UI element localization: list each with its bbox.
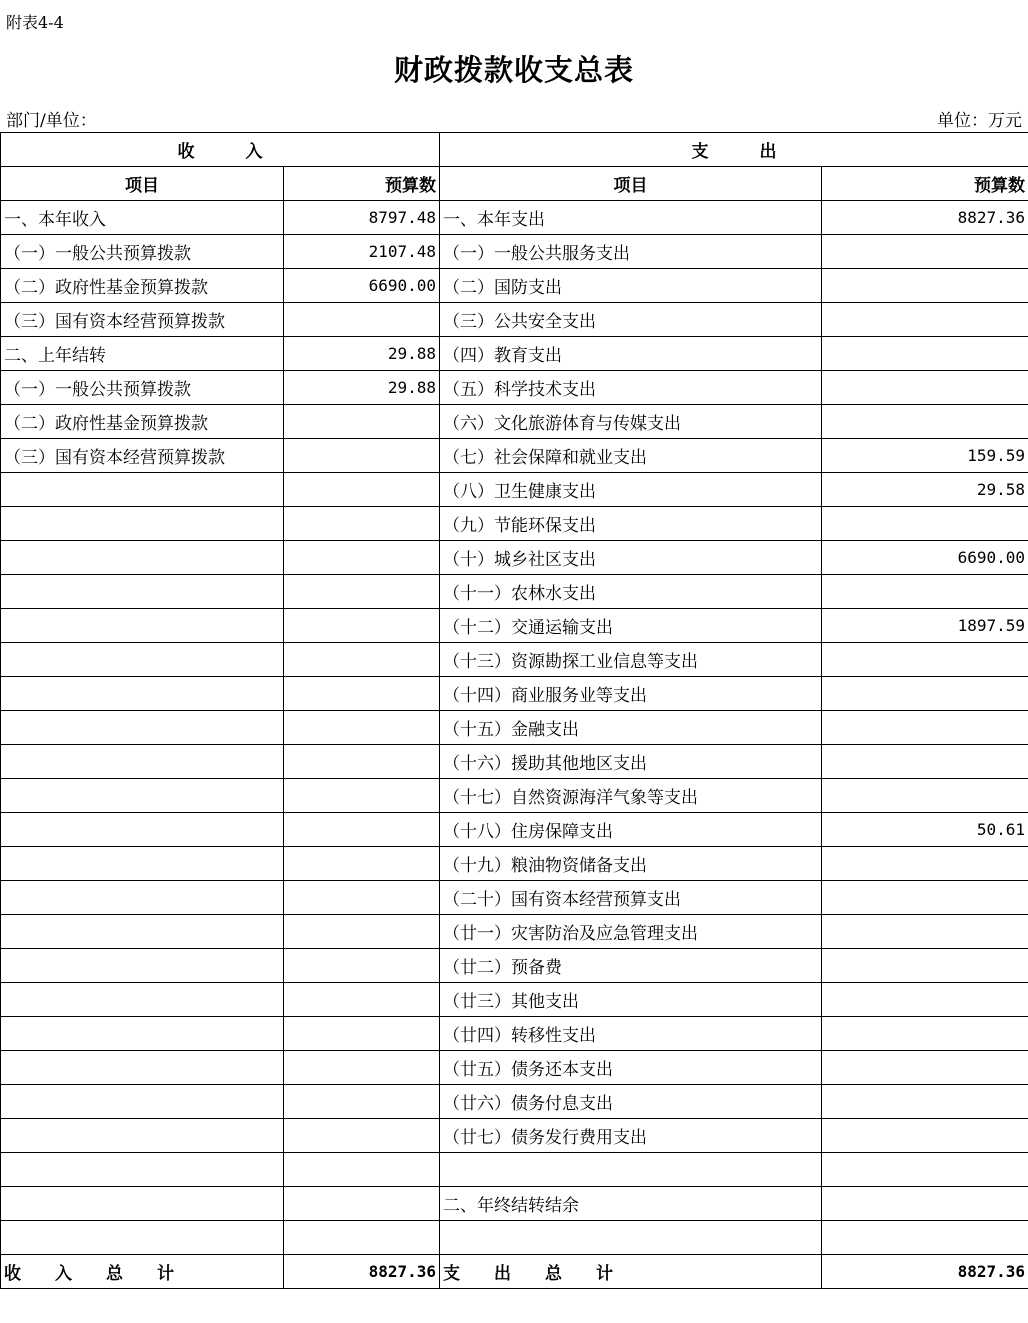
expense-item-cell: （廿二）预备费 bbox=[440, 949, 822, 983]
table-row bbox=[1, 201, 1028, 235]
expense-budget-cell bbox=[822, 337, 1028, 371]
income-budget-cell bbox=[284, 405, 440, 439]
expense-item-cell: （二十）国有资本经营预算支出 bbox=[440, 881, 822, 915]
expense-item-cell: （廿五）债务还本支出 bbox=[440, 1051, 822, 1085]
expense-item-cell: 一、本年支出 bbox=[440, 201, 822, 235]
income-item-cell bbox=[1, 1187, 284, 1221]
income-item-cell bbox=[1, 983, 284, 1017]
income-budget-cell: 6690.00 bbox=[284, 269, 440, 303]
expense-item-cell: （五）科学技术支出 bbox=[440, 371, 822, 405]
income-item-cell bbox=[1, 711, 284, 745]
income-total-value: 8827.36 bbox=[284, 1255, 440, 1289]
table-row bbox=[1, 1221, 1028, 1255]
income-item-cell bbox=[1, 813, 284, 847]
unit-label: 单位：万元 bbox=[937, 111, 1022, 131]
income-item-cell bbox=[1, 915, 284, 949]
income-item-cell: （三）国有资本经营预算拨款 bbox=[1, 303, 284, 337]
expense-budget-cell bbox=[822, 1153, 1028, 1187]
table-row bbox=[1, 303, 1028, 337]
expense-budget-cell bbox=[822, 1017, 1028, 1051]
expense-item-cell: （廿六）债务付息支出 bbox=[440, 1085, 822, 1119]
income-item-cell: （一）一般公共预算拨款 bbox=[1, 235, 284, 269]
budget-table bbox=[0, 132, 1028, 1289]
table-row bbox=[1, 609, 1028, 643]
table-row bbox=[1, 643, 1028, 677]
expense-budget-cell bbox=[822, 677, 1028, 711]
income-budget-cell bbox=[284, 915, 440, 949]
income-item-cell: （一）一般公共预算拨款 bbox=[1, 371, 284, 405]
income-item-cell: （三）国有资本经营预算拨款 bbox=[1, 439, 284, 473]
table-row bbox=[1, 1153, 1028, 1187]
income-item-cell bbox=[1, 1153, 284, 1187]
income-item-cell bbox=[1, 1221, 284, 1255]
income-item-cell bbox=[1, 1085, 284, 1119]
total-row bbox=[1, 1255, 1028, 1289]
section-header-row bbox=[1, 133, 1028, 167]
table-row bbox=[1, 1085, 1028, 1119]
income-budget-cell bbox=[284, 1017, 440, 1051]
expense-item-cell: （十四）商业服务业等支出 bbox=[440, 677, 822, 711]
table-row bbox=[1, 745, 1028, 779]
income-item-cell bbox=[1, 575, 284, 609]
expense-budget-cell bbox=[822, 575, 1028, 609]
income-item-cell bbox=[1, 609, 284, 643]
expense-budget-cell bbox=[822, 983, 1028, 1017]
expense-total-label: 支 出 总 计 bbox=[440, 1255, 822, 1289]
table-row bbox=[1, 949, 1028, 983]
income-item-cell: 一、本年收入 bbox=[1, 201, 284, 235]
expense-budget-cell: 29.58 bbox=[822, 473, 1028, 507]
table-row bbox=[1, 915, 1028, 949]
table-row bbox=[1, 813, 1028, 847]
expense-item-cell: （二）国防支出 bbox=[440, 269, 822, 303]
table-row bbox=[1, 439, 1028, 473]
expense-budget-cell bbox=[822, 711, 1028, 745]
income-budget-cell bbox=[284, 439, 440, 473]
income-budget-cell bbox=[284, 1153, 440, 1187]
expense-budget-cell bbox=[822, 745, 1028, 779]
expense-budget-cell bbox=[822, 779, 1028, 813]
table-row bbox=[1, 575, 1028, 609]
table-row bbox=[1, 847, 1028, 881]
expense-item-cell: （十六）援助其他地区支出 bbox=[440, 745, 822, 779]
expense-budget-cell: 8827.36 bbox=[822, 201, 1028, 235]
income-budget-cell bbox=[284, 1119, 440, 1153]
expense-section-header: 支 出 bbox=[440, 133, 1028, 167]
expense-budget-cell: 159.59 bbox=[822, 439, 1028, 473]
expense-budget-cell bbox=[822, 1051, 1028, 1085]
column-header-row bbox=[1, 167, 1028, 201]
table-row bbox=[1, 337, 1028, 371]
expense-item-cell: （十二）交通运输支出 bbox=[440, 609, 822, 643]
table-row bbox=[1, 711, 1028, 745]
expense-budget-cell bbox=[822, 949, 1028, 983]
income-budget-cell bbox=[284, 677, 440, 711]
table-row bbox=[1, 1119, 1028, 1153]
income-item-cell bbox=[1, 541, 284, 575]
expense-budget-cell bbox=[822, 269, 1028, 303]
table-row bbox=[1, 1051, 1028, 1085]
table-row bbox=[1, 677, 1028, 711]
income-item-cell: （二）政府性基金预算拨款 bbox=[1, 405, 284, 439]
expense-budget-cell bbox=[822, 1119, 1028, 1153]
expense-item-cell: （廿一）灾害防治及应急管理支出 bbox=[440, 915, 822, 949]
table-row bbox=[1, 779, 1028, 813]
expense-budget-cell bbox=[822, 235, 1028, 269]
department-label: 部门/单位： bbox=[6, 111, 97, 131]
income-budget-cell bbox=[284, 1221, 440, 1255]
expense-budget-cell bbox=[822, 1221, 1028, 1255]
income-budget-cell bbox=[284, 711, 440, 745]
income-item-cell bbox=[1, 1017, 284, 1051]
income-budget-cell bbox=[284, 575, 440, 609]
income-budget-cell bbox=[284, 813, 440, 847]
table-row bbox=[1, 405, 1028, 439]
table-row bbox=[1, 983, 1028, 1017]
table-row bbox=[1, 235, 1028, 269]
table-row bbox=[1, 269, 1028, 303]
expense-item-cell: （九）节能环保支出 bbox=[440, 507, 822, 541]
page-title: 财政拨款收支总表 bbox=[393, 53, 634, 87]
expense-item-cell: （十八）住房保障支出 bbox=[440, 813, 822, 847]
expense-item-cell: （六）文化旅游体育与传媒支出 bbox=[440, 405, 822, 439]
expense-item-cell: （十九）粮油物资储备支出 bbox=[440, 847, 822, 881]
expense-item-cell: （七）社会保障和就业支出 bbox=[440, 439, 822, 473]
table-row bbox=[1, 473, 1028, 507]
income-total-label: 收 入 总 计 bbox=[1, 1255, 284, 1289]
expense-item-cell bbox=[440, 1153, 822, 1187]
income-budget-cell bbox=[284, 949, 440, 983]
expense-item-cell: （廿七）债务发行费用支出 bbox=[440, 1119, 822, 1153]
expense-item-cell bbox=[440, 1221, 822, 1255]
table-row bbox=[1, 507, 1028, 541]
expense-total-value: 8827.36 bbox=[822, 1255, 1028, 1289]
expense-item-cell: （十七）自然资源海洋气象等支出 bbox=[440, 779, 822, 813]
expense-item-cell: （十）城乡社区支出 bbox=[440, 541, 822, 575]
income-budget-cell: 29.88 bbox=[284, 371, 440, 405]
expense-budget-cell bbox=[822, 1187, 1028, 1221]
expense-budget-cell: 50.61 bbox=[822, 813, 1028, 847]
expense-item-cell: （八）卫生健康支出 bbox=[440, 473, 822, 507]
income-item-header: 项目 bbox=[1, 167, 284, 201]
income-budget-cell bbox=[284, 303, 440, 337]
expense-item-cell: （廿四）转移性支出 bbox=[440, 1017, 822, 1051]
expense-item-cell: （四）教育支出 bbox=[440, 337, 822, 371]
income-item-cell bbox=[1, 1051, 284, 1085]
income-item-cell bbox=[1, 779, 284, 813]
income-budget-cell bbox=[284, 643, 440, 677]
expense-item-cell: （十五）金融支出 bbox=[440, 711, 822, 745]
expense-budget-cell bbox=[822, 881, 1028, 915]
income-budget-cell bbox=[284, 507, 440, 541]
expense-budget-cell: 1897.59 bbox=[822, 609, 1028, 643]
expense-item-cell: （十一）农林水支出 bbox=[440, 575, 822, 609]
table-row bbox=[1, 541, 1028, 575]
income-item-cell: 二、上年结转 bbox=[1, 337, 284, 371]
income-budget-header: 预算数 bbox=[284, 167, 440, 201]
income-budget-cell bbox=[284, 779, 440, 813]
expense-item-cell: （三）公共安全支出 bbox=[440, 303, 822, 337]
expense-budget-cell: 6690.00 bbox=[822, 541, 1028, 575]
expense-item-header: 项目 bbox=[440, 167, 822, 201]
expense-budget-cell bbox=[822, 303, 1028, 337]
attachment-label: 附表4-4 bbox=[6, 13, 64, 32]
expense-item-cell: （一）一般公共服务支出 bbox=[440, 235, 822, 269]
income-item-cell: （二）政府性基金预算拨款 bbox=[1, 269, 284, 303]
expense-budget-cell bbox=[822, 1085, 1028, 1119]
table-row bbox=[1, 881, 1028, 915]
income-budget-cell bbox=[284, 609, 440, 643]
income-item-cell bbox=[1, 473, 284, 507]
income-budget-cell bbox=[284, 473, 440, 507]
income-budget-cell: 2107.48 bbox=[284, 235, 440, 269]
expense-item-cell: 二、年终结转结余 bbox=[440, 1187, 822, 1221]
income-item-cell bbox=[1, 643, 284, 677]
expense-budget-cell bbox=[822, 371, 1028, 405]
table-row bbox=[1, 1187, 1028, 1221]
expense-budget-cell bbox=[822, 915, 1028, 949]
expense-budget-cell bbox=[822, 507, 1028, 541]
expense-budget-cell bbox=[822, 847, 1028, 881]
income-budget-cell bbox=[284, 847, 440, 881]
income-budget-cell bbox=[284, 881, 440, 915]
income-item-cell bbox=[1, 949, 284, 983]
income-budget-cell bbox=[284, 745, 440, 779]
income-budget-cell: 8797.48 bbox=[284, 201, 440, 235]
income-budget-cell: 29.88 bbox=[284, 337, 440, 371]
income-section-header: 收 入 bbox=[1, 133, 440, 167]
income-budget-cell bbox=[284, 1051, 440, 1085]
expense-item-cell: （十三）资源勘探工业信息等支出 bbox=[440, 643, 822, 677]
expense-budget-header: 预算数 bbox=[822, 167, 1028, 201]
income-item-cell bbox=[1, 881, 284, 915]
expense-budget-cell bbox=[822, 643, 1028, 677]
expense-budget-cell bbox=[822, 405, 1028, 439]
income-budget-cell bbox=[284, 1085, 440, 1119]
table-row bbox=[1, 1017, 1028, 1051]
income-item-cell bbox=[1, 745, 284, 779]
income-item-cell bbox=[1, 847, 284, 881]
income-item-cell bbox=[1, 1119, 284, 1153]
expense-item-cell: （廿三）其他支出 bbox=[440, 983, 822, 1017]
income-item-cell bbox=[1, 507, 284, 541]
income-budget-cell bbox=[284, 1187, 440, 1221]
income-item-cell bbox=[1, 677, 284, 711]
income-budget-cell bbox=[284, 541, 440, 575]
table-row bbox=[1, 371, 1028, 405]
income-budget-cell bbox=[284, 983, 440, 1017]
